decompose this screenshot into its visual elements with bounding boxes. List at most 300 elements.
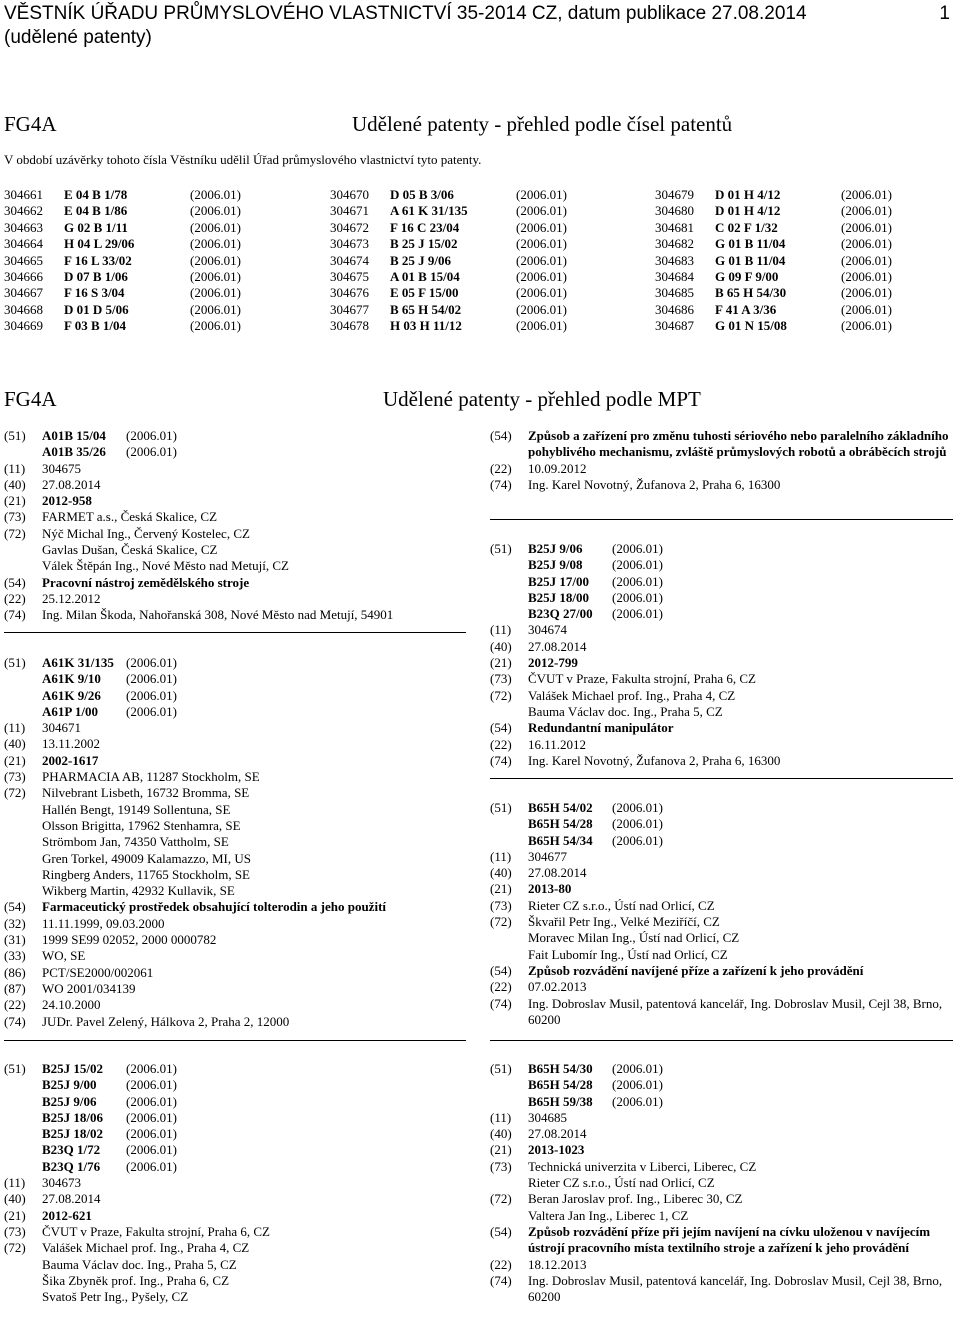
record-value: Šika Zbyněk prof. Ing., Praha 6, CZ (42, 1272, 230, 1288)
ipc-class: A61P 1/00 (42, 703, 98, 719)
record-line (4, 736, 464, 752)
patent-row (330, 302, 630, 318)
inid-code: (11) (490, 1109, 512, 1125)
record-value: ČVUT v Praze, Fakulta strojní, Praha 6, CZ (528, 671, 756, 687)
ipc-version: (2006.01) (516, 285, 567, 301)
ipc-version: (2006.01) (126, 1109, 177, 1125)
record-line (490, 930, 952, 946)
patent-number: 304684 (655, 268, 694, 284)
patent-number: 304680 (655, 203, 694, 219)
ipc-version: (2006.01) (126, 1158, 177, 1174)
ipc-version: (2006.01) (190, 252, 241, 268)
ipc-version: (2006.01) (841, 219, 892, 235)
ipc-entry (528, 557, 952, 573)
ipc-version: (2006.01) (841, 301, 892, 317)
record-line (4, 720, 464, 736)
inid-code: (87) (4, 980, 26, 996)
section1-intro: V období uzávěrky tohoto čísla Věstníku udělil Úřad průmyslového vlastnictví tyto patenty. (4, 152, 482, 167)
patent-number-column-1 (4, 187, 304, 335)
ipc-version: (2006.01) (126, 1093, 177, 1109)
record-line (4, 1289, 464, 1305)
inid-code: (21) (490, 881, 512, 897)
record-line (490, 963, 952, 979)
ipc-version: (2006.01) (126, 428, 177, 443)
record-line (4, 607, 464, 623)
ipc-version: (2006.01) (516, 318, 567, 334)
ipc-version: (2006.01) (612, 606, 663, 622)
ipc-version: (2006.01) (612, 1061, 663, 1076)
inid-code: (22) (490, 979, 512, 995)
patent-row (4, 285, 304, 301)
section2-title: Udělené patenty - přehled podle MPT (383, 387, 701, 411)
record-line (490, 477, 952, 493)
inid-code: (40) (490, 865, 512, 881)
ipc-line (4, 1159, 464, 1175)
patent-row (655, 253, 955, 269)
patent-row (4, 253, 304, 269)
inid-code: (72) (4, 1240, 26, 1256)
inid-code: (73) (490, 897, 512, 913)
ipc-entry (528, 1061, 952, 1077)
ipc-class: A61K 9/26 (42, 687, 101, 703)
record-line (4, 1191, 464, 1207)
record-value: 27.08.2014 (42, 476, 101, 492)
patent-row (655, 236, 955, 252)
ipc-class: A 01 B 15/04 (390, 268, 460, 284)
ipc-version: (2006.01) (516, 219, 567, 235)
patent-number: 304673 (330, 236, 369, 252)
inid-code: (72) (4, 785, 26, 801)
record-line (4, 883, 464, 899)
ipc-version: (2006.01) (190, 301, 241, 317)
ipc-version: (2006.01) (612, 541, 663, 556)
inid-code: (22) (4, 590, 26, 606)
record-line (4, 965, 464, 981)
ipc-line (4, 1142, 464, 1158)
patent-row (4, 220, 304, 236)
patent-record-304671 (4, 655, 464, 1030)
ipc-line (4, 428, 464, 444)
record-value: Olsson Brigitta, 17962 Stenhamra, SE (42, 817, 241, 833)
ipc-line (490, 606, 952, 622)
patent-number: 304679 (655, 187, 694, 202)
ipc-version: (2006.01) (516, 187, 567, 202)
inid-code: (54) (490, 720, 512, 736)
ipc-version: (2006.01) (612, 816, 663, 832)
record-value: Válek Štěpán Ing., Nové Město nad Metují, CZ (42, 558, 289, 574)
patent-number: 304662 (4, 203, 43, 219)
patent-record-304675 (4, 428, 464, 624)
patent-row (330, 203, 630, 219)
record-value: WO 2001/034139 (42, 980, 136, 996)
ipc-class: B23Q 27/00 (528, 606, 593, 622)
ipc-class: B 65 H 54/02 (390, 301, 462, 317)
record-line (4, 461, 464, 477)
ipc-version: (2006.01) (190, 236, 241, 252)
record-divider (4, 632, 466, 633)
inid-code: (40) (490, 638, 512, 654)
ipc-version: (2006.01) (126, 671, 177, 687)
record-line (4, 851, 464, 867)
ipc-class: C 02 F 1/32 (715, 219, 778, 235)
inid-code: (40) (4, 736, 26, 752)
patent-number: 304672 (330, 219, 369, 235)
record-value: Gren Torkel, 49009 Kalamazzo, MI, US (42, 850, 251, 866)
record-line (490, 1175, 952, 1191)
record-value: 07.02.2013 (528, 979, 587, 995)
ipc-version: (2006.01) (126, 444, 177, 460)
record-line (4, 1014, 464, 1030)
ipc-class: D 01 H 4/12 (715, 187, 781, 202)
record-value: 2012-958 (42, 493, 92, 509)
record-value: WO, SE (42, 948, 86, 964)
inid-code: (11) (4, 460, 26, 476)
inid-code: (32) (4, 915, 26, 931)
record-line (490, 1224, 952, 1257)
ipc-line (490, 590, 952, 606)
inid-code: (86) (4, 964, 26, 980)
header-title: VĚSTNÍK ÚŘADU PRŮMYSLOVÉHO VLASTNICTVÍ 35-2014 CZ, datum publikace 27.08.2014 (4, 3, 807, 24)
ipc-class: E 04 B 1/78 (64, 187, 128, 202)
inid-code-51: (51) (4, 655, 26, 670)
inid-code: (72) (4, 525, 26, 541)
ipc-version: (2006.01) (841, 252, 892, 268)
patent-number-column-2 (330, 187, 630, 335)
patent-number: 304666 (4, 268, 43, 284)
ipc-class: B25J 9/06 (528, 541, 583, 556)
record-value: 25.12.2012 (42, 590, 101, 606)
inid-code: (54) (4, 574, 26, 590)
ipc-class: B65H 54/34 (528, 832, 593, 848)
patent-row (330, 187, 630, 203)
record-value: 2013-1023 (528, 1142, 585, 1158)
ipc-class: E 04 B 1/86 (64, 203, 128, 219)
patent-number: 304682 (655, 236, 694, 252)
record-value: Ing. Milan Škoda, Nahořanská 308, Nové Město nad Metují, 54901 (42, 607, 394, 623)
record-divider (490, 1040, 953, 1041)
inid-code: (54) (490, 428, 512, 443)
ipc-version: (2006.01) (612, 1093, 663, 1109)
patent-number: 304686 (655, 301, 694, 317)
ipc-class: B25J 18/06 (42, 1109, 104, 1125)
ipc-version: (2006.01) (190, 187, 241, 202)
record-value: 2012-799 (528, 655, 578, 671)
inid-code: (33) (4, 948, 26, 964)
patent-row (4, 236, 304, 252)
patent-number: 304683 (655, 252, 694, 268)
ipc-line (4, 1094, 464, 1110)
page-number: 1 (939, 3, 950, 24)
record-value: 304677 (528, 848, 567, 864)
record-value: 27.08.2014 (528, 1126, 587, 1142)
inid-code: (54) (490, 962, 512, 978)
record-line (4, 769, 464, 785)
ipc-class: B23Q 1/76 (42, 1158, 101, 1174)
section2-code: FG4A (4, 387, 57, 411)
ipc-entry (528, 1094, 952, 1110)
record-value: 10.09.2012 (528, 460, 587, 476)
inid-code: (21) (490, 1142, 512, 1158)
ipc-class: B65H 54/02 (528, 800, 593, 815)
patent-record-304674 (490, 541, 952, 769)
record-line (490, 737, 952, 753)
ipc-version: (2006.01) (126, 655, 177, 670)
record-value: ČVUT v Praze, Fakulta strojní, Praha 6, CZ (42, 1223, 270, 1239)
inid-code: (11) (490, 622, 512, 638)
record-value: 304675 (42, 460, 81, 476)
patent-number: 304678 (330, 318, 369, 334)
record-line (490, 688, 952, 704)
record-value: Strömbom Jan, 74350 Vattholm, SE (42, 834, 229, 850)
record-line (490, 622, 952, 638)
inid-code-51: (51) (4, 1061, 26, 1076)
ipc-class: A01B 35/26 (42, 444, 106, 460)
record-value: 2013-80 (528, 881, 572, 897)
ipc-class: B 25 J 15/02 (390, 236, 458, 252)
record-value: 11.11.1999, 09.03.2000 (42, 915, 165, 931)
record-value: FARMET a.s., Česká Skalice, CZ (42, 509, 218, 525)
inid-code: (73) (490, 1158, 512, 1174)
record-value: Způsob rozvádění navíjené příze a zařízení k jeho provádění (528, 962, 864, 978)
record-line (490, 1110, 952, 1126)
record-line (4, 899, 464, 915)
ipc-class: D 05 B 3/06 (390, 187, 454, 202)
inid-code: (74) (490, 995, 512, 1011)
patent-number: 304661 (4, 187, 43, 202)
ipc-line (4, 1077, 464, 1093)
record-value: Ing. Dobroslav Musil, patentová kancelář, Ing. Dobroslav Musil, Cejl 38, Brno, 60200 (528, 1272, 943, 1305)
record-line (4, 1175, 464, 1191)
ipc-class: B65H 54/30 (528, 1061, 593, 1076)
patent-row (4, 269, 304, 285)
ipc-version: (2006.01) (841, 285, 892, 301)
ipc-entry (42, 1142, 464, 1158)
ipc-class: G 01 B 11/04 (715, 252, 786, 268)
record-line (490, 849, 952, 865)
patent-row (330, 253, 630, 269)
record-value: 2012-621 (42, 1207, 92, 1223)
ipc-class: B25J 15/02 (42, 1061, 104, 1076)
ipc-class: B25J 9/06 (42, 1093, 97, 1109)
ipc-version: (2006.01) (190, 285, 241, 301)
record-value: 304671 (42, 720, 81, 736)
ipc-class: D 07 B 1/06 (64, 268, 128, 284)
patent-row (655, 302, 955, 318)
record-line (4, 932, 464, 948)
record-line (490, 655, 952, 671)
inid-code: (21) (490, 655, 512, 671)
inid-code: (73) (490, 671, 512, 687)
record-value: Nilvebrant Lisbeth, 16732 Bromma, SE (42, 785, 250, 801)
ipc-class: B25J 18/02 (42, 1126, 104, 1142)
ipc-version: (2006.01) (612, 1077, 663, 1093)
ipc-version: (2006.01) (190, 203, 241, 219)
record-line (490, 720, 952, 736)
ipc-class: B25J 9/08 (528, 557, 583, 573)
inid-code: (73) (4, 509, 26, 525)
ipc-version: (2006.01) (126, 1077, 177, 1093)
inid-code: (72) (490, 1191, 512, 1207)
record-value: 18.12.2013 (528, 1256, 587, 1272)
ipc-version: (2006.01) (841, 236, 892, 252)
inid-code-51: (51) (490, 1061, 512, 1076)
inid-code: (40) (490, 1126, 512, 1142)
record-divider (490, 519, 953, 520)
record-line (4, 575, 464, 591)
inid-code: (40) (4, 1191, 26, 1207)
ipc-class: B25J 9/00 (42, 1077, 97, 1093)
ipc-entry (42, 1159, 464, 1175)
inid-code: (40) (4, 476, 26, 492)
ipc-class: D 01 H 4/12 (715, 203, 781, 219)
ipc-entry (42, 688, 464, 704)
ipc-line (4, 1061, 464, 1077)
ipc-entry (528, 606, 952, 622)
ipc-version: (2006.01) (126, 1142, 177, 1158)
patent-row (655, 220, 955, 236)
record-line (490, 428, 952, 461)
record-line (4, 1240, 464, 1256)
inid-code-51: (51) (4, 428, 26, 443)
patent-row (330, 236, 630, 252)
patent-row (4, 203, 304, 219)
ipc-version: (2006.01) (126, 1061, 177, 1076)
ipc-version: (2006.01) (516, 301, 567, 317)
inid-code-51: (51) (490, 541, 512, 556)
inid-code: (72) (490, 914, 512, 930)
ipc-entry (42, 1126, 464, 1142)
record-line (4, 916, 464, 932)
record-value: Ing. Karel Novotný, Žufanova 2, Praha 6, 16300 (528, 752, 781, 768)
patent-row (655, 318, 955, 334)
record-value: Pracovní nástroj zemědělského stroje (42, 574, 250, 590)
ipc-entry (528, 590, 952, 606)
record-line (490, 996, 952, 1029)
ipc-line (490, 816, 952, 832)
record-value: Valášek Michael prof. Ing., Praha 4, CZ (528, 687, 736, 703)
inid-code: (74) (4, 1013, 26, 1029)
record-value: 304674 (528, 622, 567, 638)
patent-row (655, 203, 955, 219)
record-value: Redundantní manipulátor (528, 720, 674, 736)
ipc-class: E 05 F 15/00 (390, 285, 459, 301)
ipc-entry (42, 704, 464, 720)
patent-number: 304667 (4, 285, 43, 301)
ipc-class: B25J 18/00 (528, 589, 590, 605)
record-line (490, 947, 952, 963)
ipc-version: (2006.01) (841, 318, 892, 334)
record-value: 24.10.2000 (42, 997, 101, 1013)
patent-number: 304677 (330, 301, 369, 317)
ipc-version: (2006.01) (190, 318, 241, 334)
record-value: JUDr. Pavel Zelený, Hálkova 2, Praha 2, 12000 (42, 1013, 290, 1029)
ipc-class: H 04 L 29/06 (64, 236, 135, 252)
inid-code: (74) (490, 752, 512, 768)
record-value: 2002-1617 (42, 752, 99, 768)
ipc-version: (2006.01) (190, 268, 241, 284)
ipc-class: F 16 S 3/04 (64, 285, 125, 301)
record-line (4, 1208, 464, 1224)
record-line (4, 558, 464, 574)
patent-number: 304669 (4, 318, 43, 334)
record-value: Škvařil Petr Ing., Velké Meziříčí, CZ (528, 914, 720, 930)
record-line (4, 981, 464, 997)
patent-number: 304671 (330, 203, 369, 219)
ipc-entry (42, 671, 464, 687)
ipc-class: B25J 17/00 (528, 573, 590, 589)
record-line (4, 834, 464, 850)
record-value: Ing. Dobroslav Musil, patentová kancelář, Ing. Dobroslav Musil, Cejl 38, Brno, 60200 (528, 995, 943, 1027)
ipc-line (490, 800, 952, 816)
ipc-version: (2006.01) (612, 589, 663, 605)
ipc-version: (2006.01) (841, 268, 892, 284)
record-line (490, 461, 952, 477)
inid-code: (54) (4, 899, 26, 915)
ipc-line (490, 574, 952, 590)
inid-code: (74) (490, 1272, 512, 1288)
record-value: Rieter CZ s.r.o., Ústí nad Orlicí, CZ (528, 1175, 715, 1191)
record-line (4, 1257, 464, 1273)
ipc-class: A 61 K 31/135 (390, 203, 468, 219)
patent-number: 304675 (330, 268, 369, 284)
record-line (4, 526, 464, 542)
inid-code: (22) (490, 1256, 512, 1272)
record-line (490, 898, 952, 914)
header-subtitle: (udělené patenty) (4, 27, 152, 48)
record-divider (490, 778, 953, 779)
patent-number-column-3 (655, 187, 955, 335)
ipc-line (490, 1094, 952, 1110)
record-value: 27.08.2014 (528, 638, 587, 654)
record-value: PCT/SE2000/002061 (42, 964, 154, 980)
ipc-line (4, 704, 464, 720)
ipc-version: (2006.01) (841, 187, 892, 202)
patent-row (330, 220, 630, 236)
record-line (4, 1224, 464, 1240)
patent-row (4, 318, 304, 334)
ipc-entry (528, 816, 952, 832)
patent-number: 304687 (655, 318, 694, 334)
inid-code: (31) (4, 932, 26, 948)
inid-code: (74) (490, 476, 512, 492)
ipc-line (490, 541, 952, 557)
record-value: Ringberg Anders, 11765 Stockholm, SE (42, 866, 250, 882)
ipc-line (4, 444, 464, 460)
ipc-class: G 02 B 1/11 (64, 219, 128, 235)
patent-number: 304668 (4, 301, 43, 317)
ipc-line (4, 1110, 464, 1126)
ipc-line (490, 1077, 952, 1093)
record-line (4, 1273, 464, 1289)
inid-code: (73) (4, 1223, 26, 1239)
ipc-entry (528, 541, 952, 557)
ipc-class: H 03 H 11/12 (390, 318, 462, 334)
ipc-version: (2006.01) (126, 1126, 177, 1142)
inid-code: (73) (4, 769, 26, 785)
record-value: 1999 SE99 02052, 2000 0000782 (42, 932, 217, 948)
ipc-entry (42, 1061, 464, 1077)
ipc-version: (2006.01) (841, 203, 892, 219)
inid-code: (11) (4, 1175, 26, 1191)
record-value: 13.11.2002 (42, 736, 101, 752)
inid-code: (72) (490, 687, 512, 703)
ipc-line (4, 1126, 464, 1142)
record-value: Bauma Václav doc. Ing., Praha 5, CZ (528, 703, 723, 719)
inid-code: (22) (4, 997, 26, 1013)
record-value: Technická univerzita v Liberci, Liberec, CZ (528, 1158, 757, 1174)
ipc-class: F 03 B 1/04 (64, 318, 126, 334)
record-line (4, 477, 464, 493)
